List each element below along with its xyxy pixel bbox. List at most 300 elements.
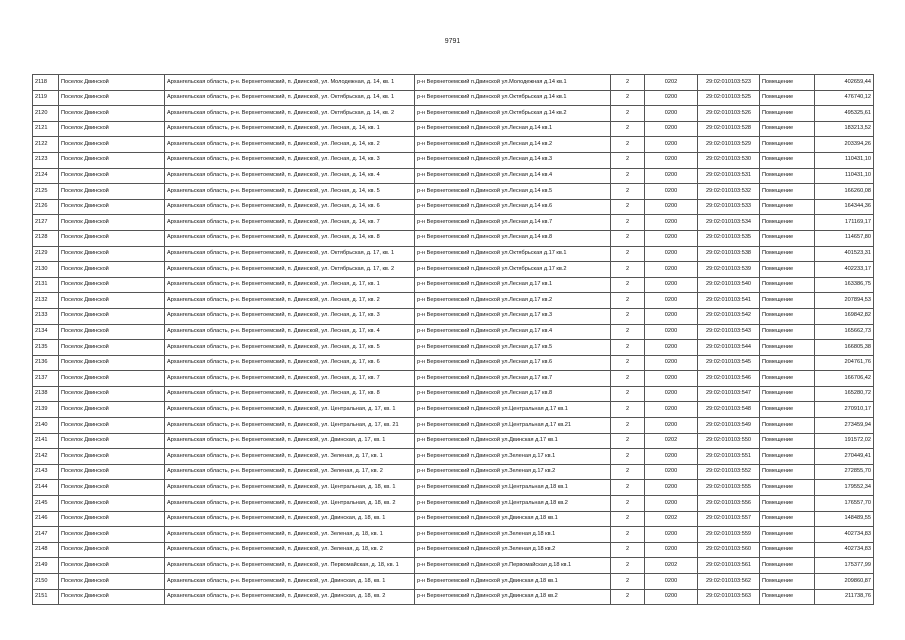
settlement-cell: Поселок Двинской	[59, 246, 165, 262]
floor-cell: 2	[611, 215, 645, 231]
short-address-cell: р-н Верхнетоемский п.Двинской ул.Центральная д.18 кв.2	[415, 496, 611, 512]
row-number-cell: 2131	[33, 277, 59, 293]
row-number-cell: 2121	[33, 121, 59, 137]
value-cell: 270449,41	[815, 449, 874, 465]
table-row	[33, 589, 874, 605]
object-type-cell: Помещение	[760, 106, 815, 122]
code-cell: 0202	[645, 75, 698, 91]
row-number-cell: 2122	[33, 137, 59, 153]
full-address-cell: Архангельская область, р-н. Верхнетоемский, п. Двинской, ул. Лесная, д. 17, кв. 8	[165, 386, 415, 402]
full-address-cell: Архангельская область, р-н. Верхнетоемский, п. Двинской, ул. Лесная, д. 14, кв. 6	[165, 199, 415, 215]
object-type-cell: Помещение	[760, 230, 815, 246]
short-address-cell: р-н Верхнетоемский п.Двинской ул.Лесная д.17 кв.2	[415, 293, 611, 309]
row-number-cell: 2118	[33, 75, 59, 91]
short-address-cell: р-н Верхнетоемский п.Двинской ул.Октябрьская д.14 кв.2	[415, 106, 611, 122]
short-address-cell: р-н Верхнетоемский п.Двинской ул.Октябрьская д.17 кв.2	[415, 262, 611, 278]
full-address-cell: Архангельская область, р-н. Верхнетоемский, п. Двинской, ул. Октябрьская, д. 17, кв. 2	[165, 262, 415, 278]
cadastral-number-cell: 29:02:010103:539	[698, 262, 760, 278]
cadastral-number-cell: 29:02:010103:543	[698, 324, 760, 340]
short-address-cell: р-н Верхнетоемский п.Двинской ул.Двинская д.18 кв.1	[415, 574, 611, 590]
value-cell: 401523,31	[815, 246, 874, 262]
object-type-cell: Помещение	[760, 449, 815, 465]
table-row	[33, 449, 874, 465]
floor-cell: 2	[611, 75, 645, 91]
floor-cell: 2	[611, 418, 645, 434]
settlement-cell: Поселок Двинской	[59, 464, 165, 480]
full-address-cell: Архангельская область, р-н. Верхнетоемский, п. Двинской, ул. Лесная, д. 17, кв. 4	[165, 324, 415, 340]
value-cell: 163386,75	[815, 277, 874, 293]
code-cell: 0200	[645, 137, 698, 153]
object-type-cell: Помещение	[760, 340, 815, 356]
value-cell: 204761,76	[815, 355, 874, 371]
value-cell: 114657,80	[815, 230, 874, 246]
table-row	[33, 542, 874, 558]
row-number-cell: 2145	[33, 496, 59, 512]
cadastral-number-cell: 29:02:010103:540	[698, 277, 760, 293]
short-address-cell: р-н Верхнетоемский п.Двинской ул.Лесная д.17 кв.6	[415, 355, 611, 371]
settlement-cell: Поселок Двинской	[59, 574, 165, 590]
settlement-cell: Поселок Двинской	[59, 433, 165, 449]
full-address-cell: Архангельская область, р-н. Верхнетоемский, п. Двинской, ул. Зеленая, д. 18, кв. 1	[165, 527, 415, 543]
table-row	[33, 511, 874, 527]
code-cell: 0200	[645, 480, 698, 496]
table-row	[33, 308, 874, 324]
floor-cell: 2	[611, 308, 645, 324]
object-type-cell: Помещение	[760, 293, 815, 309]
code-cell: 0200	[645, 215, 698, 231]
object-type-cell: Помещение	[760, 262, 815, 278]
object-type-cell: Помещение	[760, 574, 815, 590]
short-address-cell: р-н Верхнетоемский п.Двинской ул.Лесная д.17 кв.7	[415, 371, 611, 387]
value-cell: 402734,83	[815, 542, 874, 558]
full-address-cell: Архангельская область, р-н. Верхнетоемский, п. Двинской, ул. Двинская, д. 18, кв. 1	[165, 511, 415, 527]
full-address-cell: Архангельская область, р-н. Верхнетоемский, п. Двинской, ул. Лесная, д. 17, кв. 6	[165, 355, 415, 371]
floor-cell: 2	[611, 480, 645, 496]
short-address-cell: р-н Верхнетоемский п.Двинской ул.Лесная д.17 кв.3	[415, 308, 611, 324]
code-cell: 0200	[645, 106, 698, 122]
floor-cell: 2	[611, 574, 645, 590]
short-address-cell: р-н Верхнетоемский п.Двинской ул.Зеленая д.17 кв.1	[415, 449, 611, 465]
code-cell: 0200	[645, 246, 698, 262]
row-number-cell: 2126	[33, 199, 59, 215]
table-row	[33, 277, 874, 293]
code-cell: 0200	[645, 449, 698, 465]
settlement-cell: Поселок Двинской	[59, 75, 165, 91]
table-row	[33, 152, 874, 168]
floor-cell: 2	[611, 433, 645, 449]
code-cell: 0200	[645, 262, 698, 278]
row-number-cell: 2139	[33, 402, 59, 418]
full-address-cell: Архангельская область, р-н. Верхнетоемский, п. Двинской, ул. Молодежная, д. 14, кв. 1	[165, 75, 415, 91]
floor-cell: 2	[611, 589, 645, 605]
table-row	[33, 246, 874, 262]
floor-cell: 2	[611, 355, 645, 371]
object-type-cell: Помещение	[760, 418, 815, 434]
short-address-cell: р-н Верхнетоемский п.Двинской ул.Лесная д.14 кв.5	[415, 184, 611, 200]
value-cell: 209860,87	[815, 574, 874, 590]
object-type-cell: Помещение	[760, 480, 815, 496]
settlement-cell: Поселок Двинской	[59, 168, 165, 184]
full-address-cell: Архангельская область, р-н. Верхнетоемский, п. Двинской, ул. Двинская, д. 18, кв. 2	[165, 589, 415, 605]
value-cell: 166260,08	[815, 184, 874, 200]
cadastral-number-cell: 29:02:010103:542	[698, 308, 760, 324]
row-number-cell: 2132	[33, 293, 59, 309]
row-number-cell: 2129	[33, 246, 59, 262]
row-number-cell: 2149	[33, 558, 59, 574]
table-row	[33, 90, 874, 106]
floor-cell: 2	[611, 277, 645, 293]
cadastral-number-cell: 29:02:010103:557	[698, 511, 760, 527]
row-number-cell: 2127	[33, 215, 59, 231]
full-address-cell: Архангельская область, р-н. Верхнетоемский, п. Двинской, ул. Октябрьская, д. 14, кв. 1	[165, 90, 415, 106]
cadastral-number-cell: 29:02:010103:547	[698, 386, 760, 402]
table-row	[33, 215, 874, 231]
row-number-cell: 2146	[33, 511, 59, 527]
short-address-cell: р-н Верхнетоемский п.Двинской ул.Октябрьская д.17 кв.1	[415, 246, 611, 262]
value-cell: 402233,17	[815, 262, 874, 278]
floor-cell: 2	[611, 324, 645, 340]
value-cell: 207894,53	[815, 293, 874, 309]
value-cell: 495325,61	[815, 106, 874, 122]
object-type-cell: Помещение	[760, 215, 815, 231]
value-cell: 211738,76	[815, 589, 874, 605]
settlement-cell: Поселок Двинской	[59, 527, 165, 543]
value-cell: 166706,42	[815, 371, 874, 387]
row-number-cell: 2128	[33, 230, 59, 246]
table-row	[33, 371, 874, 387]
code-cell: 0200	[645, 464, 698, 480]
short-address-cell: р-н Верхнетоемский п.Двинской ул.Двинская д.17 кв.1	[415, 433, 611, 449]
value-cell: 402659,44	[815, 75, 874, 91]
full-address-cell: Архангельская область, р-н. Верхнетоемский, п. Двинской, ул. Лесная, д. 14, кв. 2	[165, 137, 415, 153]
settlement-cell: Поселок Двинской	[59, 215, 165, 231]
full-address-cell: Архангельская область, р-н. Верхнетоемский, п. Двинской, ул. Лесная, д. 14, кв. 8	[165, 230, 415, 246]
settlement-cell: Поселок Двинской	[59, 542, 165, 558]
table-row	[33, 433, 874, 449]
value-cell: 272855,70	[815, 464, 874, 480]
object-type-cell: Помещение	[760, 246, 815, 262]
row-number-cell: 2141	[33, 433, 59, 449]
value-cell: 179552,34	[815, 480, 874, 496]
object-type-cell: Помещение	[760, 75, 815, 91]
row-number-cell: 2142	[33, 449, 59, 465]
settlement-cell: Поселок Двинской	[59, 418, 165, 434]
short-address-cell: р-н Верхнетоемский п.Двинской ул.Лесная д.17 кв.5	[415, 340, 611, 356]
object-type-cell: Помещение	[760, 386, 815, 402]
code-cell: 0200	[645, 589, 698, 605]
short-address-cell: р-н Верхнетоемский п.Двинской ул.Лесная д.14 кв.4	[415, 168, 611, 184]
table-row	[33, 558, 874, 574]
floor-cell: 2	[611, 262, 645, 278]
row-number-cell: 2137	[33, 371, 59, 387]
cadastral-number-cell: 29:02:010103:562	[698, 574, 760, 590]
table-row	[33, 199, 874, 215]
cadastral-number-cell: 29:02:010103:561	[698, 558, 760, 574]
full-address-cell: Архангельская область, р-н. Верхнетоемский, п. Двинской, ул. Лесная, д. 14, кв. 3	[165, 152, 415, 168]
row-number-cell: 2148	[33, 542, 59, 558]
settlement-cell: Поселок Двинской	[59, 308, 165, 324]
object-type-cell: Помещение	[760, 90, 815, 106]
table-body	[33, 75, 874, 605]
code-cell: 0200	[645, 527, 698, 543]
settlement-cell: Поселок Двинской	[59, 324, 165, 340]
short-address-cell: р-н Верхнетоемский п.Двинской ул.Лесная д.14 кв.7	[415, 215, 611, 231]
floor-cell: 2	[611, 340, 645, 356]
floor-cell: 2	[611, 121, 645, 137]
cadastral-number-cell: 29:02:010103:530	[698, 152, 760, 168]
floor-cell: 2	[611, 168, 645, 184]
table-row	[33, 527, 874, 543]
short-address-cell: р-н Верхнетоемский п.Двинской ул.Лесная д.17 кв.8	[415, 386, 611, 402]
cadastral-number-cell: 29:02:010103:563	[698, 589, 760, 605]
cadastral-number-cell: 29:02:010103:550	[698, 433, 760, 449]
code-cell: 0202	[645, 558, 698, 574]
settlement-cell: Поселок Двинской	[59, 340, 165, 356]
settlement-cell: Поселок Двинской	[59, 589, 165, 605]
short-address-cell: р-н Верхнетоемский п.Двинской ул.Лесная д.14 кв.3	[415, 152, 611, 168]
settlement-cell: Поселок Двинской	[59, 262, 165, 278]
table-row	[33, 324, 874, 340]
cadastral-number-cell: 29:02:010103:544	[698, 340, 760, 356]
row-number-cell: 2136	[33, 355, 59, 371]
short-address-cell: р-н Верхнетоемский п.Двинской ул.Лесная д.17 кв.1	[415, 277, 611, 293]
settlement-cell: Поселок Двинской	[59, 121, 165, 137]
short-address-cell: р-н Верхнетоемский п.Двинской ул.Молодежная д.14 кв.1	[415, 75, 611, 91]
cadastral-number-cell: 29:02:010103:531	[698, 168, 760, 184]
full-address-cell: Архангельская область, р-н. Верхнетоемский, п. Двинской, ул. Двинская, д. 17, кв. 1	[165, 433, 415, 449]
table-row	[33, 480, 874, 496]
value-cell: 171169,17	[815, 215, 874, 231]
cadastral-number-cell: 29:02:010103:532	[698, 184, 760, 200]
settlement-cell: Поселок Двинской	[59, 496, 165, 512]
table-row	[33, 121, 874, 137]
cadastral-number-cell: 29:02:010103:525	[698, 90, 760, 106]
table-row	[33, 574, 874, 590]
value-cell: 169842,82	[815, 308, 874, 324]
table-row	[33, 184, 874, 200]
code-cell: 0200	[645, 152, 698, 168]
value-cell: 270910,17	[815, 402, 874, 418]
settlement-cell: Поселок Двинской	[59, 386, 165, 402]
table-row	[33, 340, 874, 356]
object-type-cell: Помещение	[760, 527, 815, 543]
code-cell: 0202	[645, 433, 698, 449]
object-type-cell: Помещение	[760, 371, 815, 387]
code-cell: 0200	[645, 386, 698, 402]
short-address-cell: р-н Верхнетоемский п.Двинской ул.Центральная д.17 кв.21	[415, 418, 611, 434]
cadastral-number-cell: 29:02:010103:529	[698, 137, 760, 153]
table-row	[33, 402, 874, 418]
floor-cell: 2	[611, 246, 645, 262]
cadastral-number-cell: 29:02:010103:551	[698, 449, 760, 465]
code-cell: 0200	[645, 371, 698, 387]
floor-cell: 2	[611, 402, 645, 418]
settlement-cell: Поселок Двинской	[59, 293, 165, 309]
floor-cell: 2	[611, 199, 645, 215]
floor-cell: 2	[611, 464, 645, 480]
code-cell: 0200	[645, 90, 698, 106]
table-row	[33, 75, 874, 91]
value-cell: 110431,10	[815, 168, 874, 184]
cadastral-number-cell: 29:02:010103:556	[698, 496, 760, 512]
settlement-cell: Поселок Двинской	[59, 355, 165, 371]
floor-cell: 2	[611, 558, 645, 574]
cadastral-number-cell: 29:02:010103:533	[698, 199, 760, 215]
full-address-cell: Архангельская область, р-н. Верхнетоемский, п. Двинской, ул. Центральная, д. 18, кв. 2	[165, 496, 415, 512]
settlement-cell: Поселок Двинской	[59, 106, 165, 122]
floor-cell: 2	[611, 106, 645, 122]
row-number-cell: 2130	[33, 262, 59, 278]
short-address-cell: р-н Верхнетоемский п.Двинской ул.Лесная д.14 кв.1	[415, 121, 611, 137]
code-cell: 0200	[645, 293, 698, 309]
row-number-cell: 2123	[33, 152, 59, 168]
settlement-cell: Поселок Двинской	[59, 152, 165, 168]
registry-table	[32, 74, 874, 605]
object-type-cell: Помещение	[760, 496, 815, 512]
value-cell: 110431,10	[815, 152, 874, 168]
code-cell: 0200	[645, 308, 698, 324]
value-cell: 165662,73	[815, 324, 874, 340]
object-type-cell: Помещение	[760, 324, 815, 340]
full-address-cell: Архангельская область, р-н. Верхнетоемский, п. Двинской, ул. Лесная, д. 14, кв. 4	[165, 168, 415, 184]
full-address-cell: Архангельская область, р-н. Верхнетоемский, п. Двинской, ул. Двинская, д. 18, кв. 1	[165, 574, 415, 590]
full-address-cell: Архангельская область, р-н. Верхнетоемский, п. Двинской, ул. Центральная, д. 17, кв. 1	[165, 402, 415, 418]
full-address-cell: Архангельская область, р-н. Верхнетоемский, п. Двинской, ул. Лесная, д. 14, кв. 5	[165, 184, 415, 200]
short-address-cell: р-н Верхнетоемский п.Двинской ул.Лесная д.17 кв.4	[415, 324, 611, 340]
short-address-cell: р-н Верхнетоемский п.Двинской ул.Лесная д.14 кв.8	[415, 230, 611, 246]
short-address-cell: р-н Верхнетоемский п.Двинской ул.Центральная д.17 кв.1	[415, 402, 611, 418]
floor-cell: 2	[611, 527, 645, 543]
cadastral-number-cell: 29:02:010103:545	[698, 355, 760, 371]
short-address-cell: р-н Верхнетоемский п.Двинской ул.Лесная д.14 кв.6	[415, 199, 611, 215]
settlement-cell: Поселок Двинской	[59, 558, 165, 574]
code-cell: 0200	[645, 574, 698, 590]
full-address-cell: Архангельская область, р-н. Верхнетоемский, п. Двинской, ул. Лесная, д. 17, кв. 5	[165, 340, 415, 356]
value-cell: 164344,36	[815, 199, 874, 215]
floor-cell: 2	[611, 90, 645, 106]
short-address-cell: р-н Верхнетоемский п.Двинской ул.Центральная д.18 кв.1	[415, 480, 611, 496]
full-address-cell: Архангельская область, р-н. Верхнетоемский, п. Двинской, ул. Лесная, д. 14, кв. 1	[165, 121, 415, 137]
floor-cell: 2	[611, 511, 645, 527]
row-number-cell: 2138	[33, 386, 59, 402]
row-number-cell: 2150	[33, 574, 59, 590]
cadastral-number-cell: 29:02:010103:538	[698, 246, 760, 262]
floor-cell: 2	[611, 230, 645, 246]
short-address-cell: р-н Верхнетоемский п.Двинской ул.Двинская д.18 кв.1	[415, 511, 611, 527]
table-row	[33, 106, 874, 122]
full-address-cell: Архангельская область, р-н. Верхнетоемский, п. Двинской, ул. Лесная, д. 17, кв. 7	[165, 371, 415, 387]
floor-cell: 2	[611, 386, 645, 402]
cadastral-number-cell: 29:02:010103:555	[698, 480, 760, 496]
full-address-cell: Архангельская область, р-н. Верхнетоемский, п. Двинской, ул. Октябрьская, д. 17, кв. 1	[165, 246, 415, 262]
object-type-cell: Помещение	[760, 152, 815, 168]
row-number-cell: 2144	[33, 480, 59, 496]
cadastral-number-cell: 29:02:010103:548	[698, 402, 760, 418]
full-address-cell: Архангельская область, р-н. Верхнетоемский, п. Двинской, ул. Центральная, д. 17, кв. 21	[165, 418, 415, 434]
cadastral-number-cell: 29:02:010103:541	[698, 293, 760, 309]
cadastral-number-cell: 29:02:010103:528	[698, 121, 760, 137]
row-number-cell: 2124	[33, 168, 59, 184]
floor-cell: 2	[611, 137, 645, 153]
object-type-cell: Помещение	[760, 402, 815, 418]
full-address-cell: Архангельская область, р-н. Верхнетоемский, п. Двинской, ул. Центральная, д. 18, кв. 1	[165, 480, 415, 496]
object-type-cell: Помещение	[760, 464, 815, 480]
cadastral-number-cell: 29:02:010103:559	[698, 527, 760, 543]
object-type-cell: Помещение	[760, 168, 815, 184]
cadastral-number-cell: 29:02:010103:523	[698, 75, 760, 91]
code-cell: 0200	[645, 355, 698, 371]
short-address-cell: р-н Верхнетоемский п.Двинской ул.Зеленая д.18 кв.1	[415, 527, 611, 543]
table-row	[33, 262, 874, 278]
floor-cell: 2	[611, 152, 645, 168]
row-number-cell: 2133	[33, 308, 59, 324]
code-cell: 0200	[645, 418, 698, 434]
short-address-cell: р-н Верхнетоемский п.Двинской ул.Зеленая д.18 кв.2	[415, 542, 611, 558]
settlement-cell: Поселок Двинской	[59, 137, 165, 153]
object-type-cell: Помещение	[760, 184, 815, 200]
row-number-cell: 2140	[33, 418, 59, 434]
floor-cell: 2	[611, 184, 645, 200]
value-cell: 175377,99	[815, 558, 874, 574]
row-number-cell: 2135	[33, 340, 59, 356]
row-number-cell: 2134	[33, 324, 59, 340]
object-type-cell: Помещение	[760, 589, 815, 605]
full-address-cell: Архангельская область, р-н. Верхнетоемский, п. Двинской, ул. Зеленая, д. 17, кв. 2	[165, 464, 415, 480]
object-type-cell: Помещение	[760, 433, 815, 449]
settlement-cell: Поселок Двинской	[59, 480, 165, 496]
object-type-cell: Помещение	[760, 308, 815, 324]
full-address-cell: Архангельская область, р-н. Верхнетоемский, п. Двинской, ул. Зеленая, д. 18, кв. 2	[165, 542, 415, 558]
short-address-cell: р-н Верхнетоемский п.Двинской ул.Зеленая д.17 кв.2	[415, 464, 611, 480]
table-row	[33, 464, 874, 480]
short-address-cell: р-н Верхнетоемский п.Двинской ул.Октябрьская д.14 кв.1	[415, 90, 611, 106]
row-number-cell: 2120	[33, 106, 59, 122]
value-cell: 165280,72	[815, 386, 874, 402]
full-address-cell: Архангельская область, р-н. Верхнетоемский, п. Двинской, ул. Первомайская, д. 18, кв. 1	[165, 558, 415, 574]
table-row	[33, 355, 874, 371]
object-type-cell: Помещение	[760, 121, 815, 137]
value-cell: 203394,26	[815, 137, 874, 153]
row-number-cell: 2125	[33, 184, 59, 200]
floor-cell: 2	[611, 449, 645, 465]
cadastral-number-cell: 29:02:010103:552	[698, 464, 760, 480]
value-cell: 148489,55	[815, 511, 874, 527]
object-type-cell: Помещение	[760, 277, 815, 293]
settlement-cell: Поселок Двинской	[59, 90, 165, 106]
table-row	[33, 418, 874, 434]
code-cell: 0200	[645, 496, 698, 512]
code-cell: 0200	[645, 230, 698, 246]
short-address-cell: р-н Верхнетоемский п.Двинской ул.Двинская д.18 кв.2	[415, 589, 611, 605]
value-cell: 176557,70	[815, 496, 874, 512]
code-cell: 0200	[645, 199, 698, 215]
full-address-cell: Архангельская область, р-н. Верхнетоемский, п. Двинской, ул. Октябрьская, д. 14, кв. 2	[165, 106, 415, 122]
settlement-cell: Поселок Двинской	[59, 371, 165, 387]
full-address-cell: Архангельская область, р-н. Верхнетоемский, п. Двинской, ул. Лесная, д. 14, кв. 7	[165, 215, 415, 231]
code-cell: 0200	[645, 184, 698, 200]
settlement-cell: Поселок Двинской	[59, 230, 165, 246]
row-number-cell: 2119	[33, 90, 59, 106]
cadastral-number-cell: 29:02:010103:534	[698, 215, 760, 231]
object-type-cell: Помещение	[760, 137, 815, 153]
floor-cell: 2	[611, 542, 645, 558]
row-number-cell: 2147	[33, 527, 59, 543]
floor-cell: 2	[611, 293, 645, 309]
code-cell: 0202	[645, 511, 698, 527]
full-address-cell: Архангельская область, р-н. Верхнетоемский, п. Двинской, ул. Зеленая, д. 17, кв. 1	[165, 449, 415, 465]
settlement-cell: Поселок Двинской	[59, 449, 165, 465]
code-cell: 0200	[645, 121, 698, 137]
